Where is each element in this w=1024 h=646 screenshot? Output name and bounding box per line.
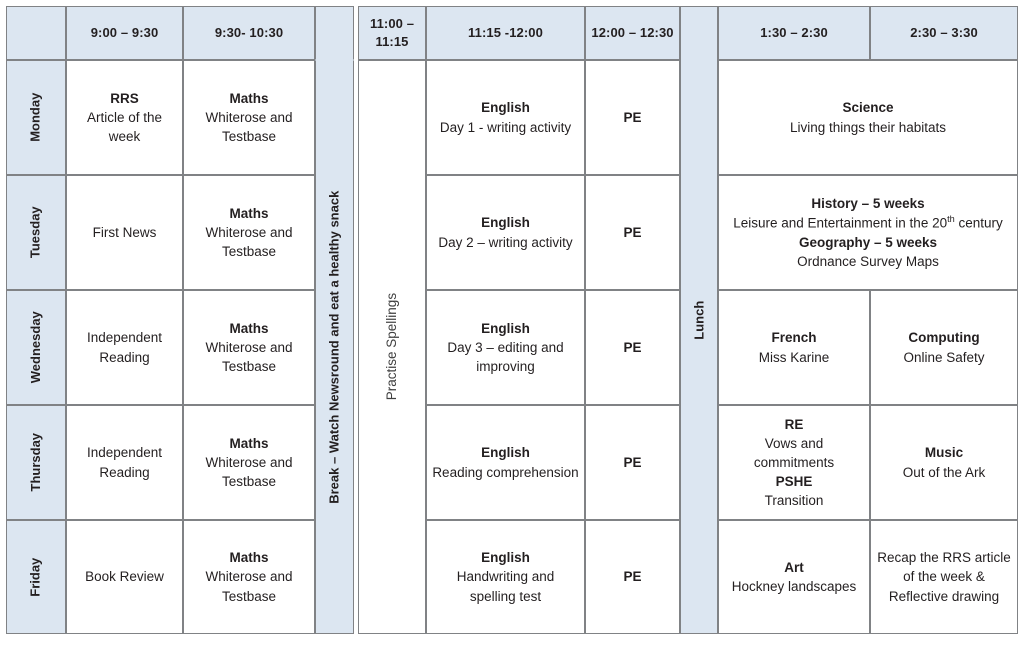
time-header-1-30 [718,6,870,60]
time-header-label: 9:30- 10:30 [214,24,284,40]
activity-title: Maths [229,550,269,566]
cell-monday-afternoon [718,60,1018,175]
cell-wednesday-slot6 [718,290,870,405]
day-label: Tuesday [27,206,43,259]
cell-thursday-slot4 [426,405,585,520]
activity-subtitle: Whiterose and Testbase [205,569,293,604]
day-label-wednesday [6,290,66,405]
cell-friday-slot1 [66,520,183,634]
activity-title: Maths [229,205,269,221]
day-label: Monday [27,92,43,143]
pshe-title: PSHE [775,474,813,490]
time-header-9-00 [66,6,183,60]
activity-title: English [481,445,530,461]
cell-monday-slot4 [426,60,585,175]
activity-subtitle: Whiterose and Testbase [205,339,293,375]
activity-subtitle: Day 1 - writing activity [439,119,572,135]
activity-title: Maths [229,320,269,336]
day-label: Wednesday [27,311,43,384]
cell-wednesday-slot1 [66,290,183,405]
cell-thursday-slot7 [870,405,1018,520]
activity-title: PE [623,454,642,470]
activity-subtitle: Online Safety [903,349,985,365]
break-column [315,60,354,634]
geography-title: Geography – 5 weeks [798,234,938,250]
pshe-subtitle: Transition [764,493,824,509]
cell-wednesday-slot4 [426,290,585,405]
activity-title: English [481,100,530,116]
time-header-label: 2:30 – 3:30 [910,24,978,40]
cell-thursday-slot1 [66,405,183,520]
activity-subtitle: Hockney landscapes [731,579,857,594]
time-header-2-30 [870,6,1018,60]
time-header-9-30 [183,6,315,60]
activity-title: PE [623,569,642,585]
activity-subtitle: Article of the week [86,109,163,145]
activity-text: Independent Reading [86,330,163,365]
cell-tuesday-slot5 [585,175,680,290]
day-label: Friday [27,557,43,597]
cell-monday-slot1 [66,60,183,175]
activity-title: English [481,215,530,231]
day-label-friday [6,520,66,634]
history-sub-pre: Leisure and Entertainment in the 20 [733,215,948,231]
activity-subtitle: Whiterose and Testbase [205,109,293,145]
history-title: History – 5 weeks [811,195,925,211]
time-header-11-15 [426,6,585,60]
geography-subtitle: Ordnance Survey Maps [797,253,939,269]
cell-friday-slot2 [183,520,315,634]
activity-title: Science [842,100,894,116]
cell-thursday-slot6 [718,405,870,520]
activity-subtitle: Living things their habitats [789,119,947,135]
cell-tuesday-slot2 [183,175,315,290]
activity-title: Maths [229,435,269,451]
cell-tuesday-slot4 [426,175,585,290]
cell-tuesday-afternoon [718,175,1018,290]
day-label-tuesday [6,175,66,290]
activity-text: Book Review [85,569,164,585]
day-label-thursday [6,405,66,520]
time-header-11-00 [358,6,426,60]
practise-spellings-label: Practise Spellings [384,293,400,401]
history-subtitle [733,213,1003,233]
cell-thursday-slot2 [183,405,315,520]
activity-subtitle: Reading comprehension [432,464,579,480]
cell-tuesday-slot1 [66,175,183,290]
activity-subtitle: Out of the Ark [902,464,986,480]
time-header-12-00 [585,6,680,60]
activity-title: Computing [908,330,980,346]
day-label-monday [6,60,66,175]
time-header-label: 1:30 – 2:30 [760,24,828,40]
activity-title: PE [623,339,642,355]
cell-thursday-slot5 [585,405,680,520]
break-column-label: Break – Watch Newsround and eat a healthy snack [326,190,342,504]
activity-subtitle: Whiterose and Testbase [205,454,293,490]
activity-text: Independent Reading [86,445,163,480]
activity-title: English [481,550,530,566]
activity-title: PE [623,224,642,240]
cell-friday-slot7 [870,520,1018,634]
history-sub-post: century [954,215,1003,231]
day-label: Thursday [27,433,43,492]
cell-wednesday-slot5 [585,290,680,405]
cell-wednesday-slot2 [183,290,315,405]
cell-monday-slot5 [585,60,680,175]
history-sub-sup: th [947,214,955,225]
activity-title: Art [784,559,804,575]
re-subtitle: Vows and commitments [753,435,835,470]
time-header-label: 9:00 – 9:30 [90,24,159,40]
cell-friday-slot4 [426,520,585,634]
table-corner-cell [6,6,66,60]
activity-title: RRS [110,90,139,106]
activity-subtitle: Whiterose and Testbase [205,224,293,260]
lunch-column [680,6,718,634]
activity-title: PE [623,109,642,125]
activity-title: English [481,320,530,336]
activity-title: French [771,330,817,346]
cell-friday-slot6 [718,520,870,634]
activity-text: Recap the RRS article of the week & Reflective drawing [877,550,1011,604]
activity-subtitle: Handwriting and spelling test [456,569,555,604]
cell-friday-slot5 [585,520,680,634]
activity-title: Music [924,445,964,461]
activity-subtitle: Miss Karine [758,349,830,365]
activity-title: Maths [229,90,269,106]
activity-subtitle: Day 3 – editing and improving [447,339,564,375]
break-header-spacer [315,6,354,60]
activity-text: First News [92,224,157,240]
practise-spellings-column [358,60,426,634]
lunch-column-label: Lunch [690,300,706,340]
cell-wednesday-slot7 [870,290,1018,405]
re-title: RE [784,416,804,432]
time-header-label: 12:00 – 12:30 [591,24,674,40]
activity-subtitle: Day 2 – writing activity [438,234,573,250]
cell-monday-slot2 [183,60,315,175]
time-header-label: 11:15 -12:00 [468,24,543,40]
time-header-label: 11:00 – 11:15 [369,15,415,49]
